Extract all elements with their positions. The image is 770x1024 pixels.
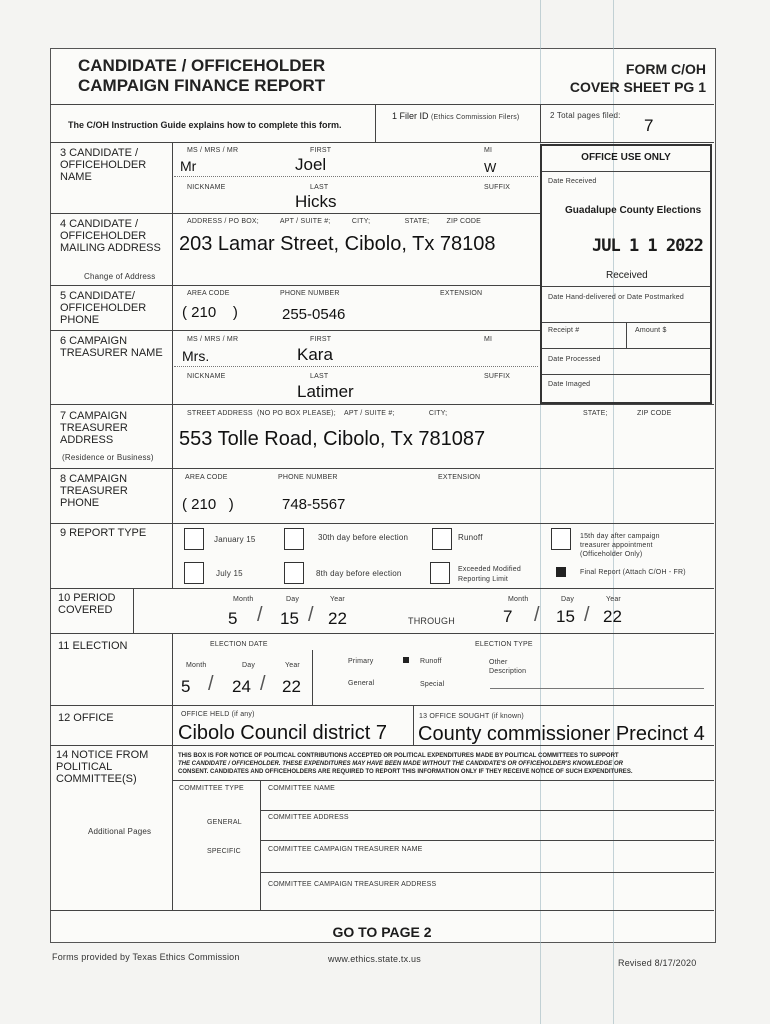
treasurer-address-sub: (Residence or Business) xyxy=(62,453,154,462)
period-from-year[interactable]: 22 xyxy=(328,609,347,628)
election-month-label: Month xyxy=(186,662,207,669)
day8-checkbox[interactable] xyxy=(284,562,304,584)
stamp-county: Guadalupe County Elections xyxy=(565,205,702,216)
stamp-received: Received xyxy=(606,270,648,281)
period-to-month[interactable]: 7 xyxy=(503,607,513,626)
day15after-checkbox[interactable] xyxy=(551,528,571,550)
office-use-title: OFFICE USE ONLY xyxy=(581,152,671,163)
office-sought-label: 13 OFFICE SOUGHT (if known) xyxy=(419,713,524,720)
treasurer-last-label: LAST xyxy=(310,373,329,380)
mailing-column-labels: ADDRESS / PO BOX; APT / SUITE #; CITY; STATE; ZIP CODE xyxy=(187,218,481,225)
treasurer-area-code-label: AREA CODE xyxy=(185,474,228,481)
day8-label: 8th day before election xyxy=(316,569,402,578)
committee-treasurer-name-label: COMMITTEE CAMPAIGN TREASURER NAME xyxy=(268,846,423,853)
form-code: FORM C/OH xyxy=(625,61,706,77)
change-of-address[interactable]: Change of Address xyxy=(84,272,156,281)
section-12-label: 12 OFFICE xyxy=(58,712,114,724)
prefix-label: MS / MRS / MR xyxy=(187,147,239,154)
period-to-day-label: Day xyxy=(561,596,575,603)
mi-label: MI xyxy=(484,147,493,154)
runoff-election-label: Runoff xyxy=(420,658,442,665)
title-line-1: CANDIDATE / OFFICEHOLDER xyxy=(78,56,326,75)
notice-line-3: CONSENT. CANDIDATES AND OFFICEHOLDERS ARE REQUIRED TO REPORT THIS INFORMATION ONLY IF THEY RECEIVE NOTICE OF SUCH EXPENDITURES. xyxy=(178,769,633,775)
day30-label: 30th day before election xyxy=(318,533,409,542)
form-id xyxy=(560,60,706,96)
candidate-phone[interactable]: 255-0546 xyxy=(282,306,346,323)
date-received-label: Date Received xyxy=(548,178,597,185)
candidate-prefix[interactable]: Mr xyxy=(180,158,197,174)
runoff-election-checkbox-checked[interactable] xyxy=(403,657,409,663)
mailing-address[interactable]: 203 Lamar Street, Cibolo, Tx 78108 xyxy=(179,233,496,255)
committee-notice xyxy=(178,752,710,776)
phone-number-label: PHONE NUMBER xyxy=(280,290,340,297)
section-6-label: 6 CAMPAIGN TREASURER NAME xyxy=(60,335,163,359)
election-type-label: ELECTION TYPE xyxy=(475,641,533,648)
other-description-label: Other Description xyxy=(489,659,527,675)
runoff-label: Runoff xyxy=(458,533,483,542)
title-line-2: CAMPAIGN FINANCE REPORT xyxy=(78,76,326,95)
treasurer-address-column-labels: STREET ADDRESS (NO PO BOX PLEASE); APT / SUITE #; CITY; xyxy=(187,410,448,417)
date-processed-label: Date Processed xyxy=(548,356,601,363)
header-divider xyxy=(50,104,714,105)
candidate-area-code[interactable]: ( 210 ) xyxy=(182,304,238,321)
section-9-label: 9 REPORT TYPE xyxy=(60,527,147,539)
election-month[interactable]: 5 xyxy=(181,677,191,696)
section-14-label: 14 NOTICE FROM POLITICAL COMMITTEE(S) xyxy=(56,749,149,785)
election-day[interactable]: 24 xyxy=(232,677,251,696)
cover-sheet-label: COVER SHEET PG 1 xyxy=(569,79,706,95)
notice-line-1: THIS BOX IS FOR NOTICE OF POLITICAL CONTRIBUTIONS ACCEPTED OR POLITICAL EXPENDITURES MADE BY POLITICAL COMMITTEES TO SUPPORT xyxy=(178,753,619,759)
period-to-day[interactable]: 15 xyxy=(556,607,575,626)
period-from-month[interactable]: 5 xyxy=(228,609,238,628)
treasurer-phone[interactable]: 748-5567 xyxy=(282,496,346,513)
jul15-label: July 15 xyxy=(216,569,243,578)
committee-name-label: COMMITTEE NAME xyxy=(268,785,335,792)
treasurer-address[interactable]: 553 Tolle Road, Cibolo, Tx 781087 xyxy=(179,428,486,450)
exceeded-label: Exceeded Modified Reporting Limit xyxy=(458,566,521,583)
nickname-label: NICKNAME xyxy=(187,184,226,191)
election-day-label: Day xyxy=(242,662,256,669)
section-11-label: 11 ELECTION xyxy=(58,640,128,652)
office-sought[interactable]: County commissioner Precinct 4 xyxy=(418,723,705,745)
treasurer-first-label: FIRST xyxy=(310,336,332,343)
last-label: LAST xyxy=(310,184,329,191)
exceeded-checkbox[interactable] xyxy=(430,562,450,584)
total-pages-label: 2 Total pages filed: xyxy=(550,111,621,120)
section-7-label: 7 CAMPAIGN TREASURER ADDRESS xyxy=(60,410,128,446)
additional-pages-label: Additional Pages xyxy=(88,827,152,836)
jan15-checkbox[interactable] xyxy=(184,528,204,550)
candidate-mi[interactable]: W xyxy=(484,160,497,175)
period-to-month-label: Month xyxy=(508,596,529,603)
section-5-label: 5 CANDIDATE/ OFFICEHOLDER PHONE xyxy=(60,290,147,326)
treasurer-mi-label: MI xyxy=(484,336,493,343)
runoff-checkbox[interactable] xyxy=(432,528,452,550)
period-to-year-label: Year xyxy=(606,596,621,603)
go-to-page-2[interactable]: GO TO PAGE 2 xyxy=(332,924,432,940)
section-3-label: 3 CANDIDATE / OFFICEHOLDER NAME xyxy=(60,147,147,183)
section-10-label: 10 PERIOD COVERED xyxy=(58,592,116,616)
first-label: FIRST xyxy=(310,147,332,154)
instruction-text: The C/OH Instruction Guide explains how to complete this form. xyxy=(68,120,342,130)
treasurer-phone-label: PHONE NUMBER xyxy=(278,474,338,481)
form-title xyxy=(78,56,325,96)
day15after-label: 15th day after campaign treasurer appointment (Officeholder Only) xyxy=(580,533,660,558)
treasurer-last[interactable]: Latimer xyxy=(297,382,354,401)
section-8-label: 8 CAMPAIGN TREASURER PHONE xyxy=(60,473,128,509)
through-label: THROUGH xyxy=(408,616,455,626)
final-report-checkbox-checked[interactable] xyxy=(556,567,566,577)
general-election-label: General xyxy=(348,680,375,687)
treasurer-suffix-label: SUFFIX xyxy=(484,373,511,380)
committee-specific-label: SPECIFIC xyxy=(207,848,241,855)
period-from-day-label: Day xyxy=(286,596,300,603)
area-code-label: AREA CODE xyxy=(187,290,230,297)
primary-label: Primary xyxy=(348,658,374,665)
receipt-label: Receipt # xyxy=(548,327,580,334)
election-year-label: Year xyxy=(285,662,300,669)
treasurer-first[interactable]: Kara xyxy=(297,345,333,364)
period-to-year[interactable]: 22 xyxy=(603,607,622,626)
office-held-label: OFFICE HELD (if any) xyxy=(181,711,255,718)
date-imaged-label: Date Imaged xyxy=(548,381,591,388)
total-pages-value[interactable]: 7 xyxy=(644,116,654,135)
election-date-label: ELECTION DATE xyxy=(210,641,268,648)
revised-date: Revised 8/17/2020 xyxy=(618,958,697,968)
committee-general-label: GENERAL xyxy=(207,819,242,826)
special-election-label: Special xyxy=(420,681,445,688)
state-label: STATE; xyxy=(583,410,608,417)
candidate-first[interactable]: Joel xyxy=(295,155,327,174)
filer-id-label: 1 Filer ID (Ethics Commission Filers) xyxy=(392,111,520,121)
zip-label: ZIP CODE xyxy=(637,410,672,417)
treasurer-nickname-label: NICKNAME xyxy=(187,373,226,380)
treasurer-extension-label: EXTENSION xyxy=(438,474,481,481)
election-year[interactable]: 22 xyxy=(282,677,301,696)
candidate-last[interactable]: Hicks xyxy=(295,192,337,211)
treasurer-area-code[interactable]: ( 210 ) xyxy=(182,496,234,513)
section-4-label: 4 CANDIDATE / OFFICEHOLDER MAILING ADDRESS xyxy=(60,218,161,254)
jan15-label: January 15 xyxy=(214,535,256,544)
forms-provided: Forms provided by Texas Ethics Commission xyxy=(52,952,240,962)
ethics-url[interactable]: www.ethics.state.tx.us xyxy=(328,954,421,964)
suffix-label: SUFFIX xyxy=(484,184,511,191)
final-report-label: Final Report (Attach C/OH - FR) xyxy=(580,569,686,576)
committee-type-label: COMMITTEE TYPE xyxy=(179,785,244,792)
amount-label: Amount $ xyxy=(635,327,667,334)
committee-address-label: COMMITTEE ADDRESS xyxy=(268,814,349,821)
day30-checkbox[interactable] xyxy=(284,528,304,550)
committee-treasurer-address-label: COMMITTEE CAMPAIGN TREASURER ADDRESS xyxy=(268,881,437,888)
treasurer-prefix-label: MS / MRS / MR xyxy=(187,336,239,343)
treasurer-prefix[interactable]: Mrs. xyxy=(182,348,210,364)
period-from-year-label: Year xyxy=(330,596,345,603)
period-from-month-label: Month xyxy=(233,596,254,603)
office-held[interactable]: Cibolo Council district 7 xyxy=(178,722,387,744)
notice-line-2: THE CANDIDATE / OFFICEHOLDER. THESE EXPENDITURES MAY HAVE BEEN MADE WITHOUT THE CANDIDATE'S OR OFFICEHOLDER'S KNOWLEDGE OR xyxy=(178,761,623,767)
jul15-checkbox[interactable] xyxy=(184,562,204,584)
stamp-date: JUL 1 1 2022 xyxy=(592,236,703,256)
period-from-day[interactable]: 15 xyxy=(280,609,299,628)
extension-label: EXTENSION xyxy=(440,290,483,297)
date-hand-delivered-label: Date Hand-delivered or Date Postmarked xyxy=(548,294,684,301)
